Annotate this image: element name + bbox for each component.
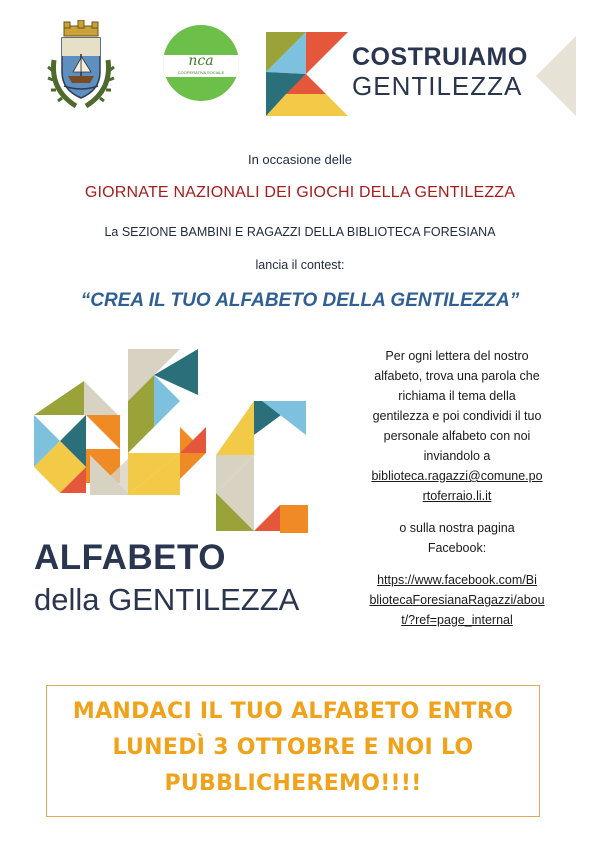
- cooperative-logo-text: nca: [188, 53, 214, 69]
- facebook-link-line2[interactable]: bliotecaForesianaRagazzi/abou: [369, 593, 545, 607]
- municipal-crest-icon: [46, 20, 116, 112]
- cta-box: [46, 685, 540, 817]
- campaign-logo-line1: COSTRUIAMO: [352, 43, 528, 71]
- email-link-line2[interactable]: rtoferraio.li.it: [422, 489, 492, 503]
- cta-text: [47, 686, 539, 802]
- info-line: alfabeto, trova una parola che: [374, 369, 540, 383]
- facebook-intro-line: Facebook:: [427, 541, 487, 555]
- costruiamo-gentilezza-logo-mark: [266, 32, 348, 116]
- section-line: La SEZIONE BAMBINI E RAGAZZI DELLA BIBLIOTECA FORESIANA: [104, 225, 496, 239]
- facebook-link[interactable]: [362, 570, 552, 630]
- headline: GIORNATE NAZIONALI DEI GIOCHI DELLA GENTILEZZA: [84, 184, 516, 201]
- info-line: Per ogni lettera del nostro: [385, 349, 529, 363]
- intro-line: In occasione delle: [247, 152, 353, 167]
- info-block: [362, 346, 552, 630]
- decorative-triangle-icon: [536, 36, 576, 116]
- cooperative-logo-subtext: COOPERATIVA SOCIALE: [177, 70, 225, 75]
- cta-line: LUNEDÌ 3 OTTOBRE E NOI LO: [112, 735, 474, 760]
- cooperative-logo: [163, 25, 239, 101]
- contest-title: “CREA IL TUO ALFABETO DELLA GENTILEZZA”: [80, 290, 520, 311]
- facebook-intro-line: o sulla nostra pagina: [399, 521, 515, 535]
- della-gentilezza-word: della GENTILEZZA: [34, 582, 300, 617]
- facebook-link-line1[interactable]: https://www.facebook.com/Bi: [377, 573, 537, 587]
- info-line: inviandolo a: [423, 449, 491, 463]
- info-line: gentilezza e poi condividi il tuo: [372, 409, 542, 423]
- launch-line: lancia il contest:: [255, 258, 345, 272]
- email-link[interactable]: [362, 466, 552, 506]
- facebook-link-line3[interactable]: t/?ref=page_internal: [401, 613, 513, 627]
- abc-tangram-graphic: [30, 345, 320, 560]
- info-line: personale alfabeto con noi: [383, 429, 531, 443]
- cta-line: PUBBLICHEREMO!!!!: [164, 771, 422, 796]
- email-link-line1[interactable]: biblioteca.ragazzi@comune.po: [371, 469, 543, 483]
- alfabeto-word: ALFABETO: [34, 538, 226, 577]
- info-line: richiama il tema della: [398, 389, 516, 403]
- campaign-logo-line2: GENTILEZZA: [352, 71, 523, 101]
- cta-line: MANDACI IL TUO ALFABETO ENTRO: [72, 699, 514, 724]
